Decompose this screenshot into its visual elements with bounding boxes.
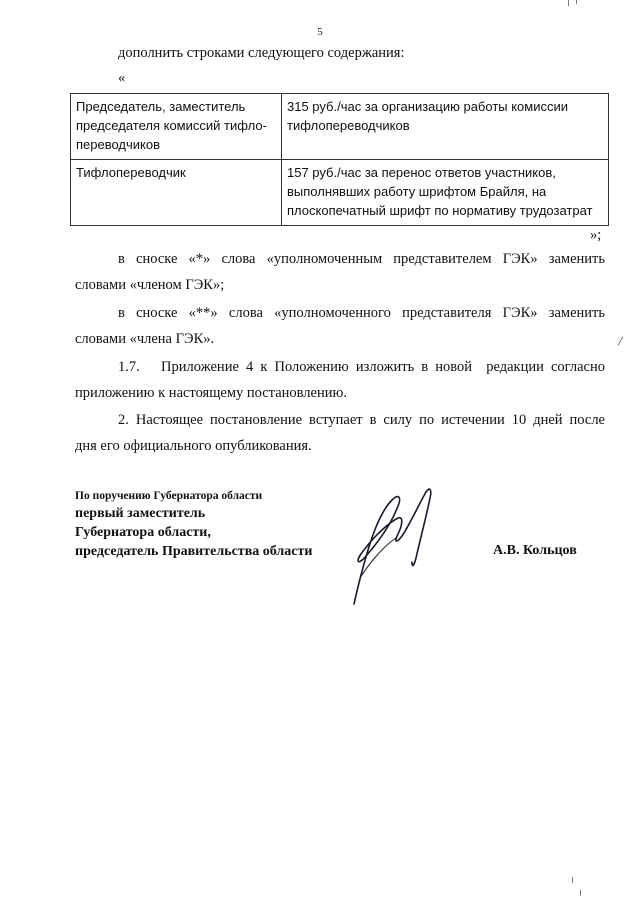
opening-quote: «: [118, 70, 126, 86]
scan-mark: [618, 336, 624, 345]
closing-quote: »;: [590, 227, 602, 243]
signature-block: [75, 488, 312, 561]
table-cell-role: Тифлопереводчик: [71, 160, 282, 226]
paragraph-line: в сноске «*» слова «уполномоченным представителем ГЭК» заменить: [118, 251, 605, 267]
paragraph-line: 1.7. Приложение 4 к Положению изложить в новой редакции согласно: [118, 359, 605, 375]
handwritten-signature: [340, 478, 460, 608]
paragraph-footnote-2: [75, 300, 605, 352]
scan-mark: [576, 0, 577, 4]
scan-mark: [580, 890, 581, 896]
paragraph-line: в сноске «**» слова «уполномоченного представителя ГЭК» заменить: [118, 305, 605, 321]
table-cell-role: Председатель, заместитель председателя комиссий тифло-переводчиков: [71, 94, 282, 160]
paragraph-item-1-7: [75, 354, 605, 406]
signature-line-title: первый заместитель: [75, 506, 206, 521]
page-number: 5: [317, 26, 323, 38]
paragraph-line: приложению к настоящему постановлению.: [75, 385, 347, 401]
signature-line-title: Губернатора области,: [75, 525, 211, 540]
table-row: [71, 94, 609, 160]
paragraph-line: дня его официального опубликования.: [75, 438, 312, 454]
table-cell-rate: 315 руб./час за организацию работы комиссии тифлопереводчиков: [282, 94, 609, 160]
scan-mark: [572, 877, 573, 883]
paragraph-item-2: [75, 407, 605, 459]
scan-mark: [568, 0, 569, 6]
paragraph-line: словами «члена ГЭК».: [75, 331, 215, 347]
signature-line-authority: По поручению Губернатора области: [75, 490, 263, 502]
table-cell-rate: 157 руб./час за перенос ответов участников, выполнявших работу шрифтом Брайля, на плоскопечатный шрифт по нормативу трудозатрат: [282, 160, 609, 226]
signer-name: А.В. Кольцов: [493, 543, 577, 558]
signature-line-title: председатель Правительства области: [75, 544, 313, 559]
intro-text: дополнить строками следующего содержания:: [118, 45, 405, 61]
rates-table: [70, 93, 609, 226]
paragraph-footnote-1: [75, 246, 605, 298]
table-row: [71, 160, 609, 226]
paragraph-line: словами «членом ГЭК»;: [75, 277, 225, 293]
paragraph-line: 2. Настоящее постановление вступает в силу по истечении 10 дней после: [118, 412, 605, 428]
